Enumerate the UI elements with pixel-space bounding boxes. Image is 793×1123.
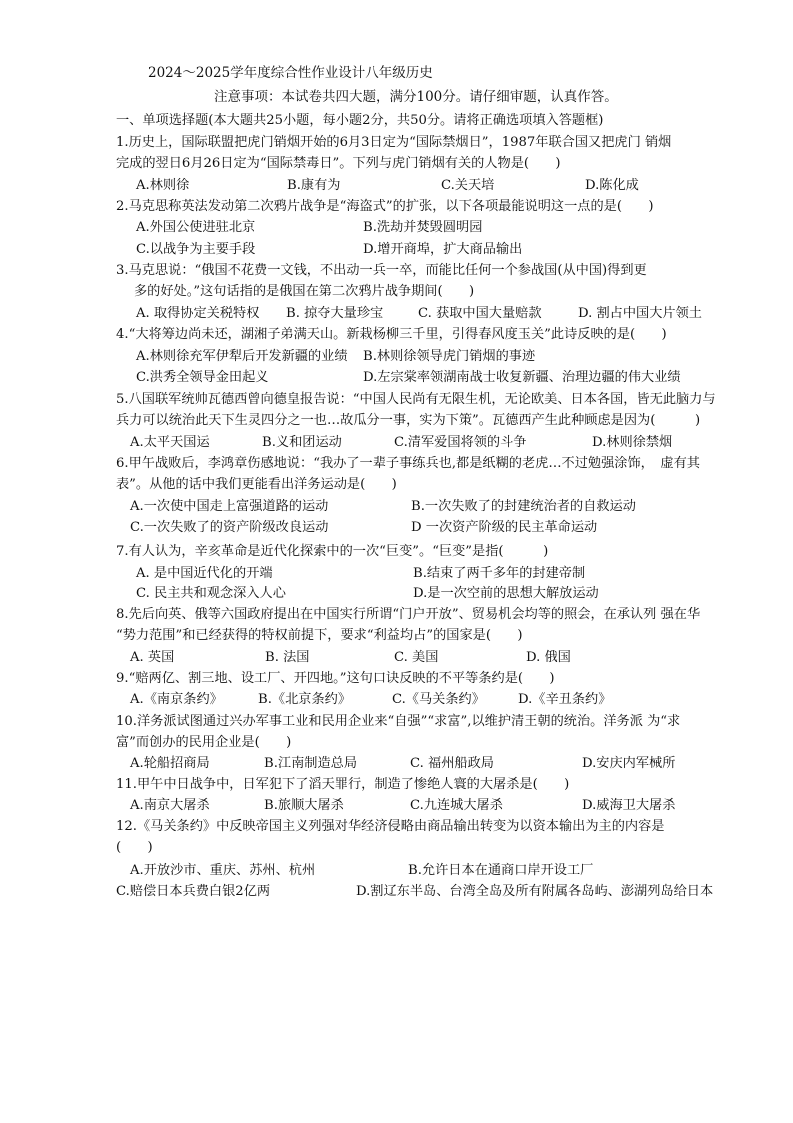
question-3-option-d: D. 割占中国大片领土 <box>578 306 702 321</box>
question-5-option-a: A.太平天国运 <box>130 435 210 450</box>
question-2-options-row-2 <box>0 241 793 259</box>
section-heading: 一、单项选择题(本大题共25小题，每小题2分，共50分。请将正确选项填入答题框) <box>116 113 604 128</box>
question-8-option-d: D. 俄国 <box>526 650 571 665</box>
question-2-options-row-1 <box>0 219 793 237</box>
question-3-option-a: A. 取得协定关税特权 <box>136 306 260 321</box>
question-6-option-a: A.一次使中国走上富强道路的运动 <box>130 499 329 514</box>
question-3-option-c: C. 获取中国大量赔款 <box>418 306 542 321</box>
question-11-option-d: D.威海卫大屠杀 <box>582 798 676 813</box>
question-2-option-a: A.外国公使进驻北京 <box>136 220 256 235</box>
question-3-option-b: B. 掠夺大量珍宝 <box>286 306 384 321</box>
question-12-option-a: A.开放沙市、重庆、苏州、杭州 <box>130 863 316 878</box>
question-11-option-a: A.南京大屠杀 <box>130 798 210 813</box>
exam-notice: 注意事项：本试卷共四大题，满分100分。请仔细审题，认真作答。 <box>214 89 618 105</box>
question-1-option-c: C.关天培 <box>441 178 495 193</box>
question-7-options-row-2 <box>0 585 793 603</box>
question-4-stem-line-1: 4.“大将筹边尚未还，湖湘子弟满天山。新栽杨柳三千里，引得春风度玉关”此诗反映的是( ) <box>116 327 667 342</box>
question-10-option-b: B.江南制造总局 <box>264 756 358 771</box>
question-8-options <box>0 649 793 667</box>
question-10-stem-line-2: 富”而创办的民用企业是( ) <box>116 735 292 750</box>
question-12-options-row-2 <box>0 883 793 901</box>
question-6-options-row-1 <box>0 498 793 516</box>
question-4-option-d: D.左宗棠率领湖南战士收复新疆、治理边疆的伟大业绩 <box>363 370 681 385</box>
question-12-option-d: D.割辽东半岛、台湾全岛及所有附属各岛屿、澎湖列岛给日本 <box>356 884 714 899</box>
question-11-option-c: C.九连城大屠杀 <box>410 798 503 813</box>
question-5-options <box>0 434 793 452</box>
question-9-option-c: C.《马关条约》 <box>392 692 485 707</box>
question-10-options <box>0 755 793 773</box>
question-1-stem-line-1: 1.历史上，国际联盟把虎门销烟开始的6月3日定为“国际禁烟日”，1987年联合国又把虎门 销烟 <box>116 135 672 150</box>
question-1-stem-line-2: 完成的翌日6月26日定为“国际禁毒日”。下列与虎门销烟有关的人物是( ) <box>116 156 561 171</box>
question-1-option-a: A.林则徐 <box>136 178 190 193</box>
question-4-options-row-1 <box>0 348 793 366</box>
question-10-option-d: D.安庆内军械所 <box>582 756 676 771</box>
question-12-options-row-1 <box>0 862 793 880</box>
question-2-option-b: B.洗劫并焚毁圆明园 <box>363 220 483 235</box>
question-5-option-b: B.义和团运动 <box>262 435 342 450</box>
question-4-option-a: A.林则徐充军伊犁后开发新疆的业绩 <box>136 349 348 364</box>
question-9-option-b: B.《北京条约》 <box>258 692 352 707</box>
question-12-stem-line-1: 12.《马关条约》中反映帝国主义列强对华经济侵略由商品输出转变为以资本输出为主的内容是 <box>116 819 665 834</box>
question-7-option-a: A. 是中国近代化的开端 <box>136 566 273 581</box>
question-10-option-a: A.轮船招商局 <box>130 756 210 771</box>
question-8-stem-line-2: “势力范围”和已经获得的特权前提下，要求“利益均占”的国家是( ) <box>116 628 523 643</box>
question-10-stem-line-1: 10.洋务派试图通过兴办军事工业和民用企业来“自强”“求富”,以维护清王朝的统治。洋务派 为“求 <box>116 714 681 729</box>
question-10-option-c: C. 福州船政局 <box>410 756 494 771</box>
question-4-option-b: B.林则徐领导虎门销烟的事迹 <box>363 349 536 364</box>
question-12-option-b: B.允许日本在通商口岸开设工厂 <box>408 863 594 878</box>
question-4-option-c: C.洪秀全领导金田起义 <box>136 370 269 385</box>
question-1-option-d: D.陈化成 <box>585 178 639 193</box>
question-9-stem-line-1: 9.“赔两亿、割三地、设工厂、开四地。”这句口诀反映的不平等条约是( ) <box>116 671 555 686</box>
question-3-options <box>0 305 793 323</box>
question-7-stem-line-1: 7.有人认为，辛亥革命是近代化探索中的一次“巨变”。“巨变”是指( ) <box>116 544 549 559</box>
question-8-option-c: C. 美国 <box>394 650 439 665</box>
question-12-option-c: C.赔偿日本兵费白银2亿两 <box>116 884 271 899</box>
question-1-option-b: B.康有为 <box>287 178 341 193</box>
question-9-options <box>0 691 793 709</box>
question-2-option-d: D.增开商埠，扩大商品输出 <box>363 242 523 257</box>
question-3-stem-line-2: 多的好处。”这句话指的是俄国在第二次鸦片战争期间( ) <box>134 284 475 299</box>
question-6-stem-line-2: 表”。从他的话中我们更能看出洋务运动是( ) <box>116 477 397 492</box>
question-3-stem-line-1: 3.马克思说：“俄国不花费一文钱，不出动一兵一卒，而能比任何一个参战国(从中国)得到更 <box>116 263 647 278</box>
question-7-option-c: C. 民主共和观念深入人心 <box>136 586 286 601</box>
question-7-option-d: D.是一次空前的思想大解放运动 <box>413 586 599 601</box>
question-8-stem-line-1: 8.先后向英、俄等六国政府提出在中国实行所谓“门户开放”、贸易机会均等的照会，在承认列 强在华 <box>116 607 701 622</box>
question-6-option-c: C.一次失败了的资产阶级改良运动 <box>130 520 329 535</box>
question-6-options-row-2 <box>0 519 793 537</box>
exam-title: 2024～2025学年度综合性作业设计八年级历史 <box>148 65 433 81</box>
question-11-option-b: B.旅顺大屠杀 <box>264 798 344 813</box>
question-7-options-row-1 <box>0 565 793 583</box>
question-1-options <box>0 177 793 195</box>
question-5-stem-line-1: 5.八国联军统帅瓦德西曾向德皇报告说：“中国人民尚有无限生机，无论欧美、日本各国，皆无此脑力与 <box>116 392 716 407</box>
question-8-option-b: B. 法国 <box>265 650 310 665</box>
question-4-options-row-2 <box>0 369 793 387</box>
question-2-option-c: C.以战争为主要手段 <box>136 242 256 257</box>
question-11-stem-line-1: 11.甲午中日战争中，日军犯下了滔天罪行，制造了惨绝人寰的大屠杀是( ) <box>116 777 570 792</box>
question-5-option-d: D.林则徐禁烟 <box>592 435 673 450</box>
question-6-option-d: D 一次资产阶级的民主革命运动 <box>411 520 598 535</box>
question-5-stem-line-2: 兵力可以统治此天下生灵四分之一也…故瓜分一事，实为下策”。瓦德西产生此种顾虑是因为( ) <box>116 413 701 428</box>
question-9-option-a: A.《南京条约》 <box>130 692 223 707</box>
question-9-option-d: D.《辛丑条约》 <box>518 692 612 707</box>
question-5-option-c: C.清军爱国将领的斗争 <box>394 435 527 450</box>
question-2-stem-line-1: 2.马克思称英法发动第二次鸦片战争是“海盗式”的扩张，以下各项最能说明这一点的是( ) <box>116 199 654 214</box>
question-6-option-b: B.一次失败了的封建统治者的自救运动 <box>411 499 636 514</box>
question-6-stem-line-1: 6.甲午战败后，李鸿章伤感地说：“我办了一辈子事练兵也,都是纸糊的老虎…不过勉强涂饰， 虚有其 <box>116 456 700 471</box>
question-12-stem-line-2: ( ) <box>116 840 153 855</box>
question-7-option-b: B.结束了两千多年的封建帝制 <box>413 566 586 581</box>
question-11-options <box>0 797 793 815</box>
question-8-option-a: A. 英国 <box>130 650 175 665</box>
